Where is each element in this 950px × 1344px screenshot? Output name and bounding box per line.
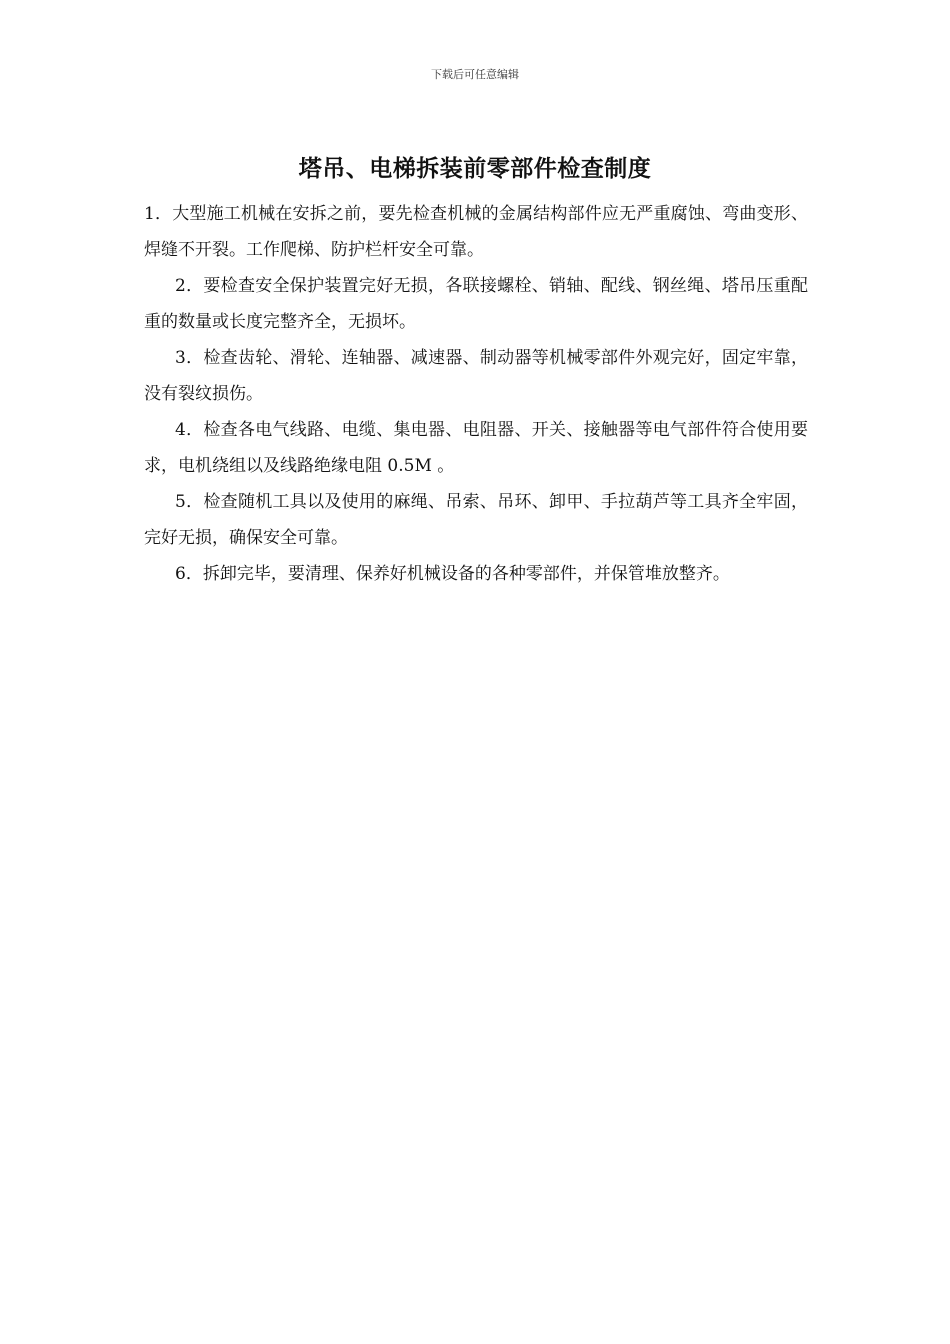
paragraph-5: 5．检查随机工具以及使用的麻绳、吊索、吊环、卸甲、手拉葫芦等工具齐全牢固，完好无损，确保安全可靠。 xyxy=(144,492,808,548)
document-title: 塔吊、电梯拆装前零部件检查制度 xyxy=(298,156,652,182)
paragraph-4: 4．检查各电气线路、电缆、集电器、电阻器、开关、接触器等电气部件符合使用要求，电机绕组以及线路绝缘电阻 0.5M 。 xyxy=(144,420,808,476)
header-note: 下载后可任意编辑 xyxy=(431,68,519,81)
paragraph-6: 6．拆卸完毕，要清理、保养好机械设备的各种零部件，并保管堆放整齐。 xyxy=(175,564,730,584)
paragraph-3: 3．检查齿轮、滑轮、连轴器、减速器、制动器等机械零部件外观完好，固定牢靠，没有裂纹损伤。 xyxy=(144,348,808,404)
paragraph-2: 2．要检查安全保护装置完好无损，各联接螺栓、销轴、配线、钢丝绳、塔吊压重配重的数量或长度完整齐全，无损坏。 xyxy=(144,276,808,332)
paragraph-1: 1．大型施工机械在安拆之前，要先检查机械的金属结构部件应无严重腐蚀、弯曲变形、焊缝不开裂。工作爬梯、防护栏杆安全可靠。 xyxy=(144,204,808,260)
document-body xyxy=(144,196,808,592)
